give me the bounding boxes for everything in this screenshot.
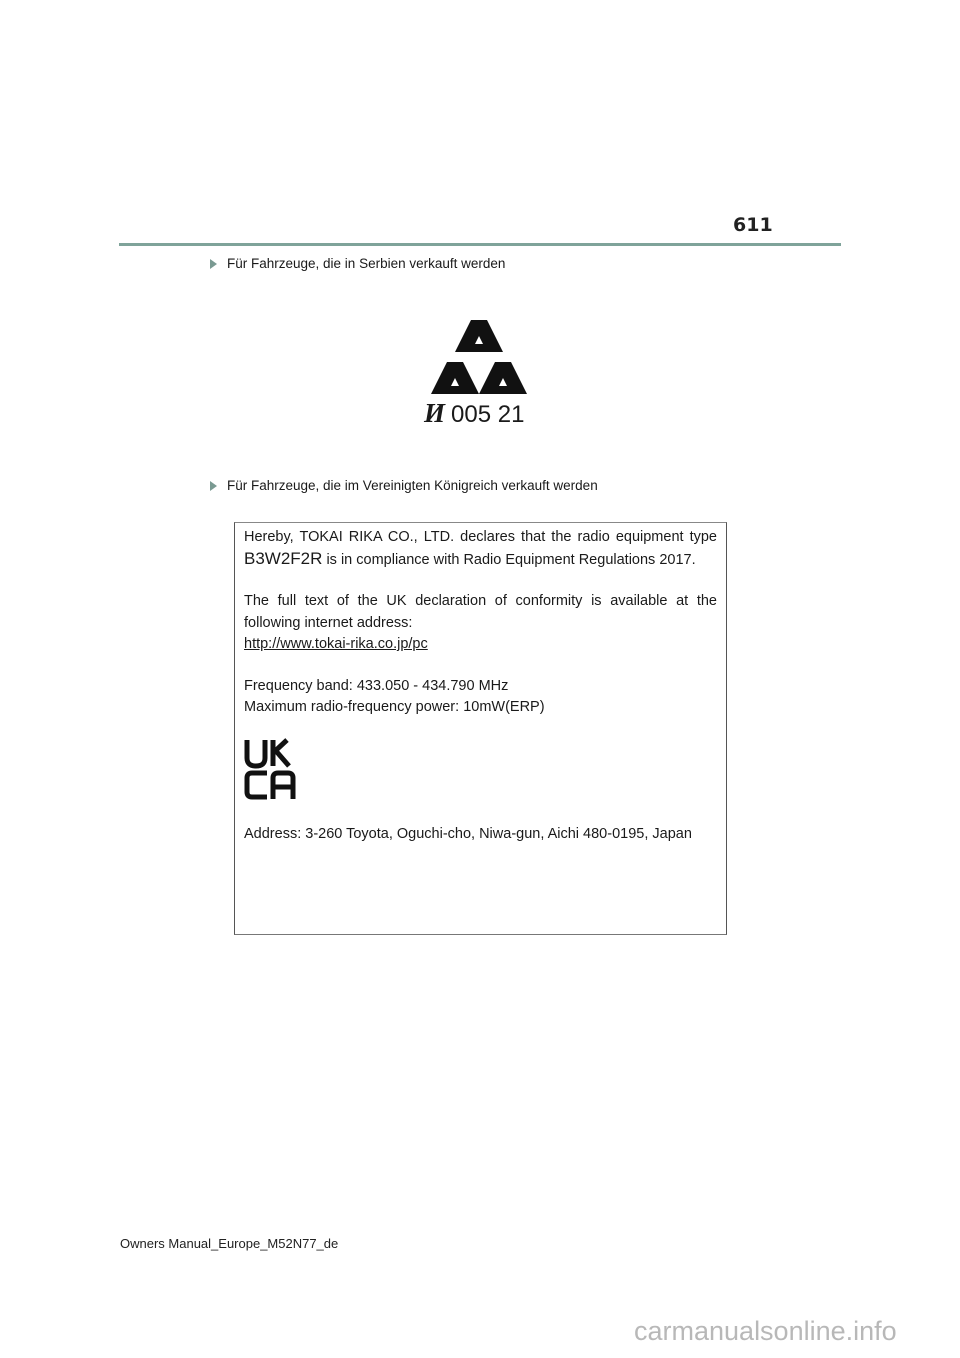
- declaration-url[interactable]: http://www.tokai-rika.co.jp/pc: [244, 636, 428, 652]
- bullet-serbia-label: Für Fahrzeuge, die in Serbien verkauft werden: [227, 256, 506, 271]
- bullet-serbia: [210, 256, 505, 271]
- compliance-text: is in compliance with Radio Equipment Regulations 2017.: [322, 552, 696, 568]
- declaration-line-1: Hereby, TOKAI RIKA CO., LTD. declares that the radio equipment type: [244, 529, 717, 545]
- header-rule: [119, 243, 841, 246]
- uk-declaration-box: [234, 522, 727, 935]
- conformity-text-line-1: The full text of the UK declaration of conformity is available at the: [244, 593, 717, 609]
- footer-text: Owners Manual_Europe_M52N77_de: [120, 1236, 339, 1251]
- conformity-text-line-2: following internet address:: [244, 615, 413, 631]
- serbia-code-number: 005 21: [451, 401, 525, 428]
- declaration-line-2: [244, 548, 717, 571]
- radio-type-code: B3W2F2R: [244, 549, 323, 568]
- serbia-code: [424, 398, 524, 429]
- bullet-triangle-icon: [210, 259, 217, 269]
- manufacturer-address: Address: 3-260 Toyota, Oguchi-cho, Niwa-gun, Aichi 480-0195, Japan: [244, 826, 692, 842]
- max-power: Maximum radio-frequency power: 10mW(ERP): [244, 699, 545, 715]
- watermark: carmanualsonline.info: [634, 1316, 897, 1346]
- frequency-band: Frequency band: 433.050 - 434.790 MHz: [244, 678, 509, 694]
- bullet-uk-label: Für Fahrzeuge, die im Vereinigten Königreich verkauft werden: [227, 478, 598, 493]
- serbia-code-letter: И: [424, 398, 446, 428]
- bullet-triangle-icon: [210, 481, 217, 491]
- page-number: 611: [733, 214, 773, 236]
- ukca-logo-icon: [243, 738, 303, 800]
- bullet-uk: [210, 478, 598, 493]
